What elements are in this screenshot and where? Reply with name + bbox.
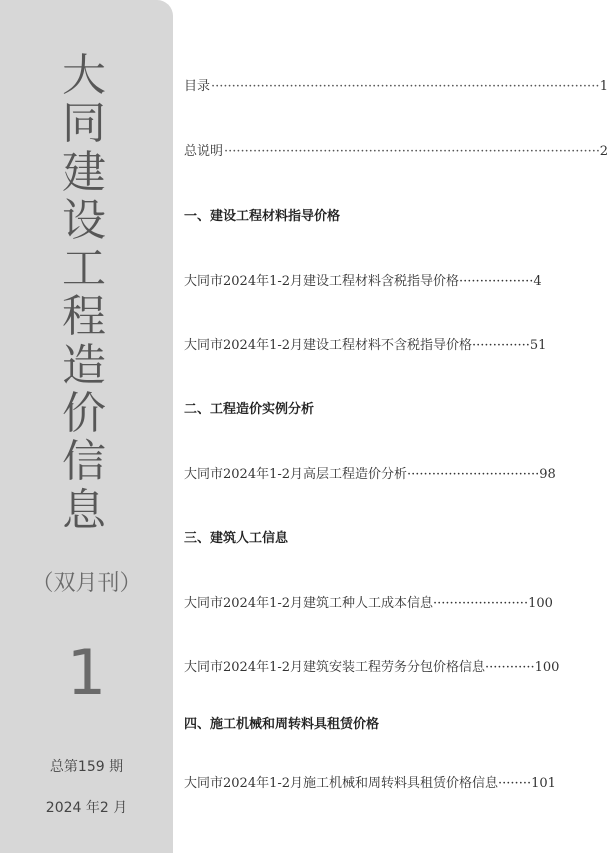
toc-leader-dots: ·················· [459,274,534,289]
toc-section-heading: 二、工程造价实例分析 [184,402,315,417]
toc-item-label: 大同市2024年1-2月建筑安装工程劳务分包价格信息 [184,660,486,675]
toc-item[interactable] [184,463,556,482]
toc-entry-general-notes[interactable] [184,140,608,159]
toc-section-heading: 三、建筑人工信息 [184,531,289,546]
cover-title-char: 程 [62,291,106,343]
toc-item-page: 4 [533,274,542,289]
toc-item-page: 101 [531,776,556,791]
toc-item-page: 98 [539,467,556,482]
cover-title-char: 造 [62,339,106,391]
toc-item-label: 大同市2024年1-2月高层工程造价分析 [184,467,408,482]
toc-leader-dots: ································ [407,467,540,482]
issue-number: 1 [66,636,107,709]
toc-leader-dots [224,144,599,159]
toc-item-page: 100 [528,596,553,611]
publication-date: 2024 年2 月 [45,800,128,816]
toc-section-heading: 四、施工机械和周转料具租赁价格 [184,717,380,732]
cover-title-char: 价 [62,388,106,440]
toc-item-label: 大同市2024年1-2月建设工程材料含税指导价格 [184,274,460,289]
toc-item[interactable] [184,772,556,791]
toc-leader-dots [211,79,599,94]
toc-entry-label: 目录 [184,79,211,94]
cover-sidebar [0,0,173,853]
toc-item-label: 大同市2024年1-2月建设工程材料不含税指导价格 [184,338,473,353]
toc-entry-page: 1 [599,79,608,94]
toc-entry-label: 总说明 [184,144,224,159]
toc-leader-dots: ······················· [433,596,529,611]
cover-title [56,52,112,535]
toc-item[interactable] [184,334,546,353]
toc-item[interactable] [184,592,553,611]
cover-title-char: 设 [62,194,106,246]
toc-item-label: 大同市2024年1-2月建筑工种人工成本信息 [184,596,434,611]
total-issue-number: 总第159 期 [49,759,124,775]
cover-title-char: 同 [62,98,106,150]
cover-title-char: 工 [62,243,106,295]
toc-leader-dots: ············ [485,660,535,675]
toc-item-page: 100 [534,660,560,675]
toc-entry-page: 2 [599,144,608,159]
toc-entry-contents[interactable] [184,75,608,94]
cover-title-char: 信 [62,436,106,488]
toc-section-heading: 一、建设工程材料指导价格 [184,209,341,224]
toc-item[interactable] [184,656,559,675]
cover-title-char: 建 [62,146,106,198]
toc-item-page: 51 [529,338,547,353]
toc-leader-dots: ········ [498,776,532,791]
toc-leader-dots: ·············· [472,338,530,353]
toc-item[interactable] [184,270,542,289]
publication-frequency: （双月刊） [31,571,142,596]
cover-title-char: 息 [62,484,106,536]
toc-item-label: 大同市2024年1-2月施工机械和周转料具租赁价格信息 [184,776,499,791]
cover-title-char: 大 [62,50,106,101]
